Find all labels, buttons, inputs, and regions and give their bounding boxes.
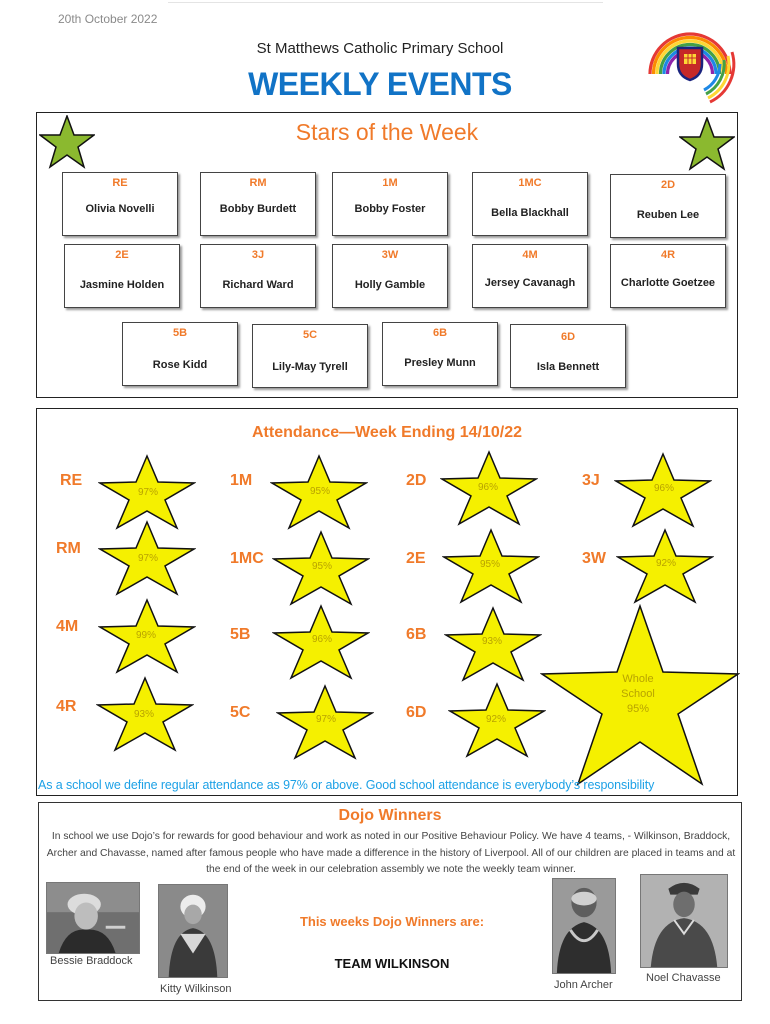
attendance-percent: 96%: [311, 634, 332, 645]
top-divider: [168, 2, 603, 3]
star-card-class: 5B: [172, 327, 188, 339]
star-card-5b: [122, 322, 238, 386]
attendance-class-label: 5B: [230, 626, 251, 643]
attendance-percent: 97%: [315, 714, 336, 725]
attendance-class-label: 5C: [230, 704, 251, 721]
attendance-percent: 93%: [481, 636, 502, 647]
star-card-class: 2E: [115, 249, 129, 261]
star-card-name: Richard Ward: [222, 279, 294, 291]
attendance-class-label: 6B: [406, 626, 427, 643]
attendance-percent: 93%: [133, 709, 154, 720]
star-card-name: Charlotte Goetzee: [620, 277, 716, 289]
attendance-class-label: 4R: [56, 698, 77, 715]
winning-team: TEAM WILKINSON: [334, 956, 450, 971]
stars-of-week-title: Stars of the Week: [295, 119, 479, 145]
star-card-name: Jersey Cavanagh: [484, 277, 576, 289]
star-card-1m: [332, 172, 448, 236]
attendance-note: As a school we define regular attendance as 97% or above. Good school attendance is everybody’s responsibility: [38, 778, 655, 792]
star-card-class: 1M: [382, 177, 398, 189]
dojo-winners-panel: [38, 802, 742, 1001]
whole-school-attendance: [598, 672, 678, 717]
whole-school-label: Whole: [622, 673, 654, 685]
star-card-5c: [252, 324, 368, 388]
star-card-3j: [200, 244, 316, 308]
attendance-percent: 96%: [653, 483, 674, 494]
star-card-name: Bella Blackhall: [491, 207, 569, 219]
attendance-percent: 95%: [479, 559, 500, 570]
attendance-class-label: 3W: [582, 550, 606, 567]
attendance-percent: 97%: [137, 553, 158, 564]
star-card-2e: [64, 244, 180, 308]
star-card-class: 5C: [302, 329, 318, 341]
star-card-6b: [382, 322, 498, 386]
dojo-winners-label: This weeks Dojo Winners are:: [299, 914, 485, 929]
star-card-name: Lily-May Tyrell: [272, 361, 348, 373]
star-card-class: 3J: [251, 249, 265, 261]
attendance-percent: 96%: [477, 482, 498, 493]
newsletter-date: 20th October 2022: [58, 12, 158, 26]
attendance-class-label: 1MC: [230, 550, 264, 567]
star-card-name: Isla Bennett: [536, 361, 600, 373]
school-name: St Matthews Catholic Primary School: [256, 40, 504, 57]
star-card-4r: [610, 244, 726, 308]
star-card-class: RM: [249, 177, 267, 189]
bessie-braddock-photo: [46, 882, 140, 954]
attendance-class-label: 6D: [406, 704, 427, 721]
star-card-name: Rose Kidd: [152, 359, 208, 371]
star-card-name: Presley Munn: [404, 357, 476, 369]
attendance-percent: 95%: [311, 561, 332, 572]
star-card-re: [62, 172, 178, 236]
star-card-class: 3W: [381, 249, 399, 261]
star-card-class: RE: [112, 177, 128, 189]
attendance-class-label: 2E: [406, 550, 426, 567]
whole-school-percent: 95%: [626, 703, 650, 715]
whole-school-label: School: [621, 688, 655, 700]
attendance-class-label: 1M: [230, 472, 253, 489]
attendance-percent: 92%: [485, 714, 506, 725]
dojo-description: In school we use Dojo’s for rewards for good behaviour and work as noted in our Positive Behaviour Policy. We have 4 teams, - Wilkinson, Braddock, Archer and Chavasse, named after famous people who have made a difference in the history of Liverpool. All of our children are placed in teams and at the end of the week in our celebration assembly we note the weekly team winner.: [46, 831, 736, 875]
attendance-percent: 99%: [135, 630, 156, 641]
star-card-name: Holly Gamble: [354, 279, 426, 291]
star-card-6d: [510, 324, 626, 388]
attendance-class-label: RM: [56, 540, 81, 557]
attendance-class-label: 3J: [582, 472, 600, 489]
green-star-icon: [39, 115, 95, 169]
star-card-name: Bobby Burdett: [219, 203, 297, 215]
photo-caption: John Archer: [554, 979, 613, 991]
attendance-class-label: 4M: [56, 618, 79, 635]
photo-caption: Noel Chavasse: [646, 972, 721, 984]
dojo-title: Dojo Winners: [338, 807, 442, 824]
attendance-class-label: 2D: [406, 472, 427, 489]
attendance-percent: 95%: [309, 486, 330, 497]
attendance-class-label: RE: [60, 472, 83, 489]
star-card-class: 6D: [560, 331, 576, 343]
star-card-name: Olivia Novelli: [85, 203, 155, 215]
star-card-class: 6B: [432, 327, 448, 339]
star-card-class: 1MC: [518, 177, 542, 189]
john-archer-photo: [552, 878, 616, 974]
photo-caption: Kitty Wilkinson: [160, 983, 232, 995]
star-card-class: 4R: [660, 249, 676, 261]
attendance-percent: 92%: [655, 558, 676, 569]
star-card-4m: [472, 244, 588, 308]
star-card-class: 4M: [522, 249, 538, 261]
photo-caption: Bessie Braddock: [50, 955, 133, 967]
star-card-2d: [610, 174, 726, 238]
attendance-percent: 97%: [137, 487, 158, 498]
star-card-class: 2D: [660, 179, 676, 191]
attendance-title: Attendance—Week Ending 14/10/22: [251, 424, 522, 441]
green-star-icon: [679, 117, 735, 171]
star-card-1mc: [472, 172, 588, 236]
kitty-wilkinson-photo: [158, 884, 228, 978]
noel-chavasse-photo: [640, 874, 728, 968]
star-card-3w: [332, 244, 448, 308]
star-card-rm: [200, 172, 316, 236]
star-card-name: Reuben Lee: [636, 209, 700, 221]
star-card-name: Jasmine Holden: [79, 279, 165, 291]
star-card-name: Bobby Foster: [354, 203, 426, 215]
page-title: WEEKLY EVENTS: [248, 66, 512, 102]
school-crest-rainbow-icon: [640, 12, 740, 104]
